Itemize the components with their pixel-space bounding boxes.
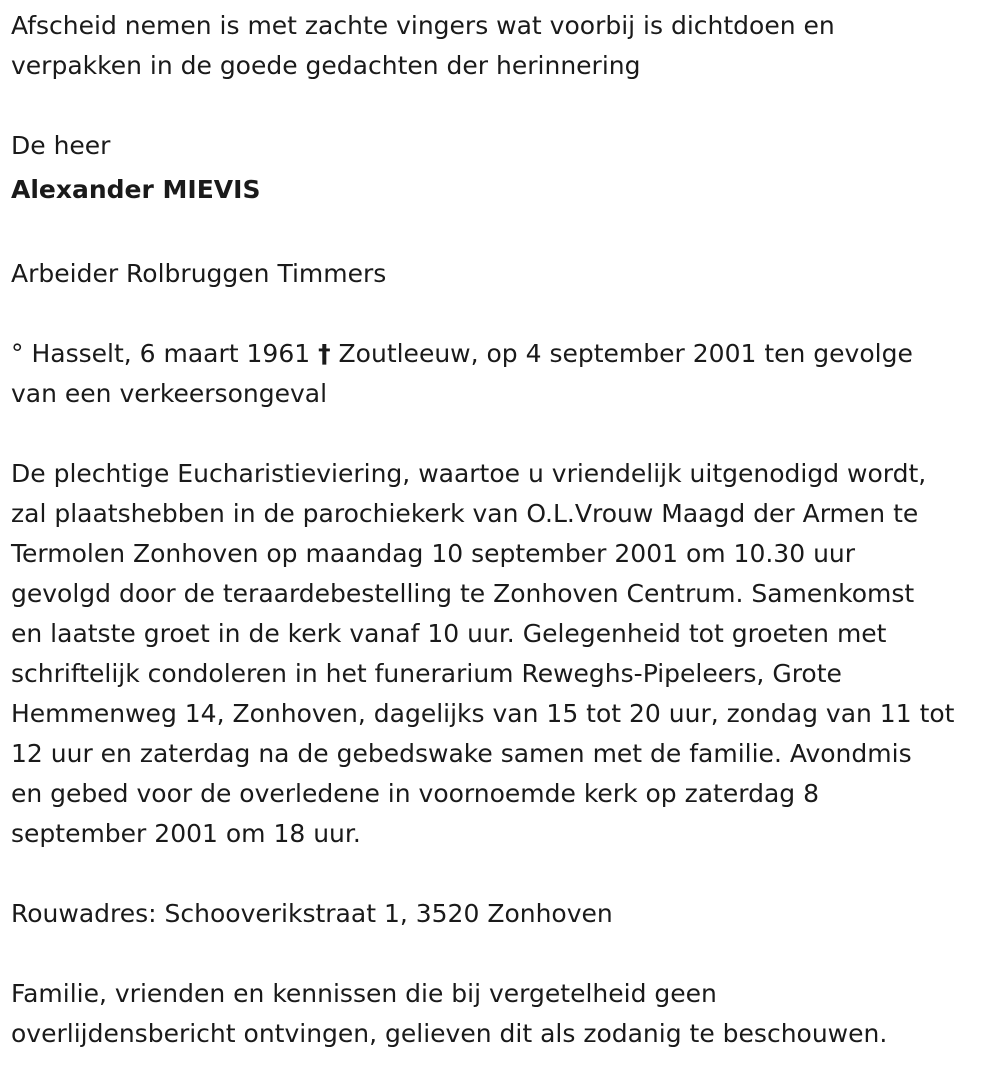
death-info: Zoutleeuw, op 4 september 2001 ten gevolge van een verkeersongeval	[11, 339, 913, 408]
spacer	[11, 86, 980, 126]
closing-notice: Familie, vrienden en kennissen die bij vergetelheid geen overlijdensbericht ontvingen, gelieven dit als zodanig te beschouwen.	[11, 979, 888, 1048]
birth-info: ° Hasselt, 6 maart 1961	[11, 339, 311, 368]
ceremony-paragraph: De plechtige Eucharistieviering, waartoe u vriendelijk uitgenodigd wordt, zal plaatshebben in de parochiekerk van O.L.Vrouw Maagd der Armen te Termolen Zonhoven op maandag 10 september 2001 om 10.30 uur gevolgd door de teraardebestelling te Zonhoven Centrum. Samenkomst en laatste groet in de kerk vanaf 10 uur. Gelegenheid tot groeten met schriftelijk condoleren in het funerarium Reweghs-Pipeleers, Grote Hemmenweg 14, Zonhoven, dagelijks van 15 tot 20 uur, zondag van 11 tot 12 uur en zaterdag na de gebedswake samen met de familie. Avondmis en gebed voor de overledene in voornoemde kerk op zaterdag 8 september 2001 om 18 uur.	[11, 459, 955, 848]
birth-death-line	[11, 334, 980, 414]
occupation: Arbeider Rolbruggen Timmers	[11, 259, 387, 288]
deceased-name: Alexander MIEVIS	[11, 175, 261, 204]
salutation: De heer	[11, 131, 111, 160]
spacer	[11, 294, 980, 334]
mourning-address: Rouwadres: Schooverikstraat 1, 3520 Zonhoven	[11, 899, 613, 928]
spacer	[11, 934, 980, 974]
spacer	[11, 214, 980, 254]
opening-quote: Afscheid nemen is met zachte vingers wat voorbij is dichtdoen en verpakken in de goede gedachten der herinnering	[11, 11, 835, 80]
cross-icon: †	[318, 339, 331, 368]
spacer	[11, 854, 980, 894]
spacer	[11, 414, 980, 454]
